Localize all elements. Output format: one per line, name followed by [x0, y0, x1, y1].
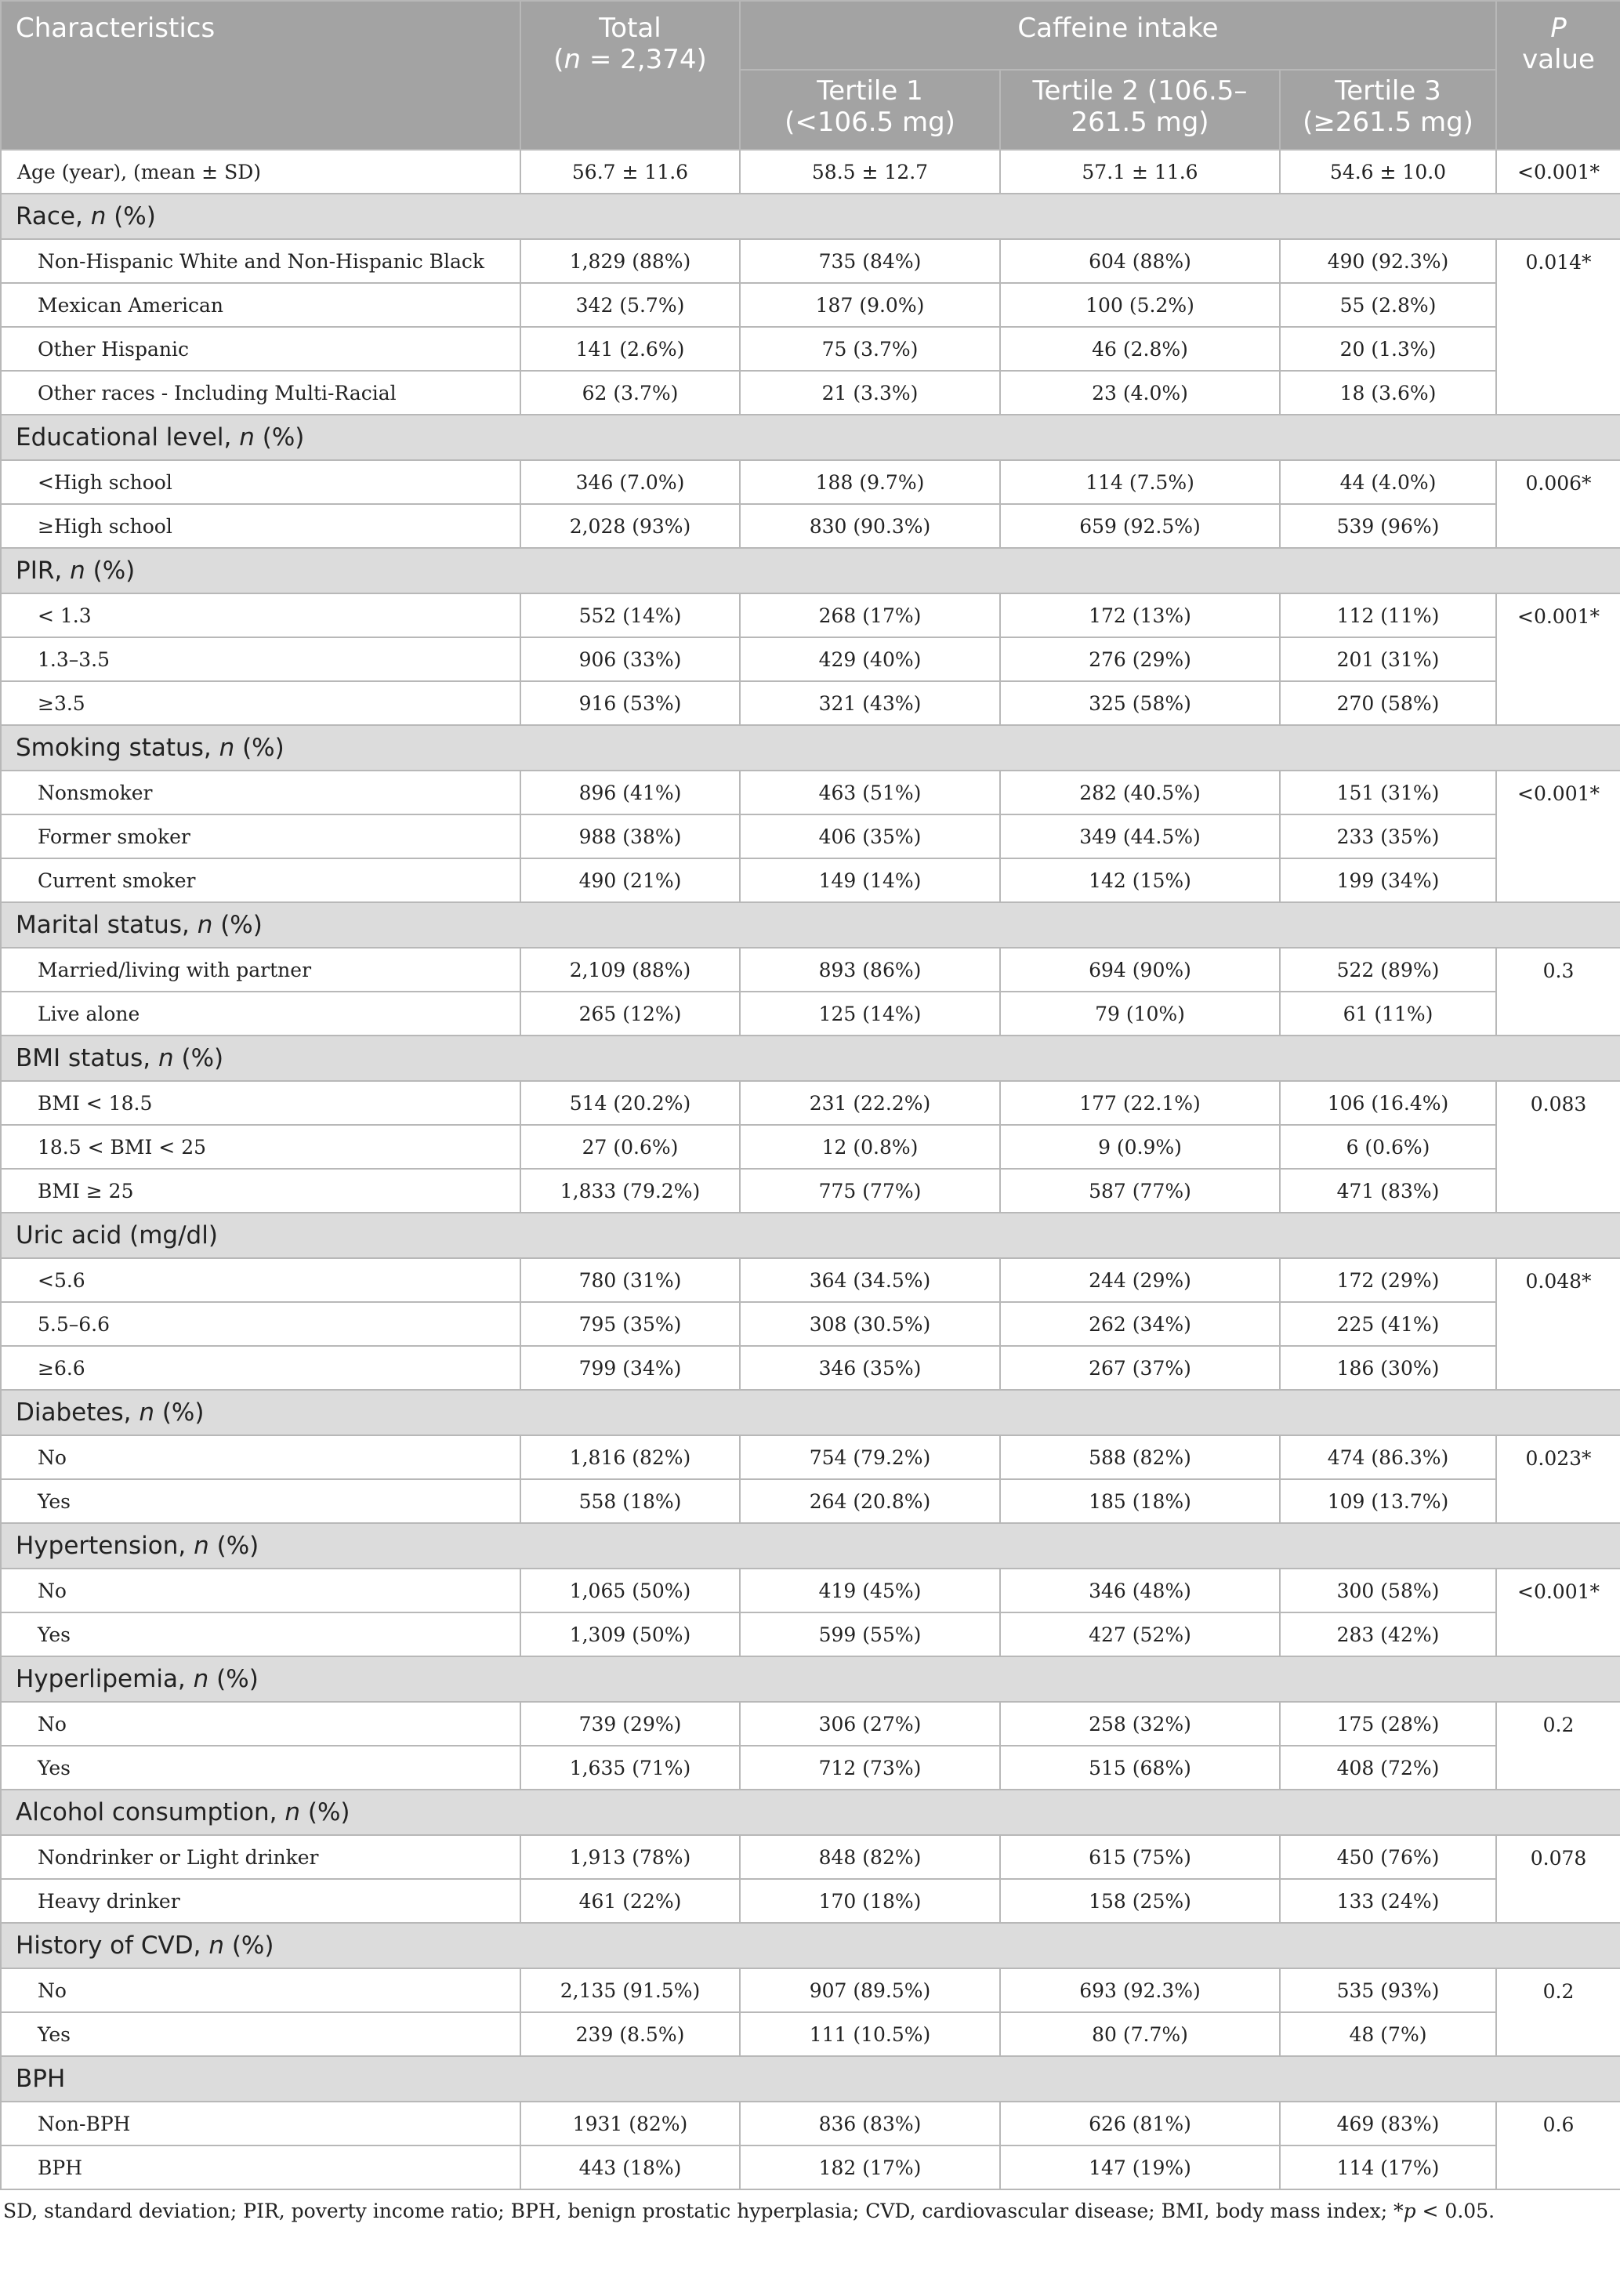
header-total-n: (n = 2,374) [553, 44, 707, 75]
cell-total: 443 (18%) [520, 2145, 740, 2189]
cell-total: 490 (21%) [520, 858, 740, 902]
cell-tertile-2: 693 (92.3%) [1000, 1968, 1280, 2012]
header-characteristics: Characteristics [1, 1, 520, 150]
cell-tertile-3: 199 (34%) [1280, 858, 1496, 902]
cell-total: 265 (12%) [520, 992, 740, 1036]
row-label: ≥High school [1, 504, 520, 548]
row-label: 5.5–6.6 [1, 1302, 520, 1346]
cell-tertile-2: 615 (75%) [1000, 1835, 1280, 1879]
cell-tertile-1: 58.5 ± 12.7 [740, 150, 1000, 194]
section-title: History of CVD, n (%) [1, 1923, 1620, 1968]
table-row [1, 1302, 1620, 1346]
cell-tertile-3: 408 (72%) [1280, 1746, 1496, 1790]
section-title: Educational level, n (%) [1, 415, 1620, 460]
cell-total: 239 (8.5%) [520, 2012, 740, 2056]
cell-tertile-2: 147 (19%) [1000, 2145, 1280, 2189]
cell-total: 1,913 (78%) [520, 1835, 740, 1879]
cell-tertile-1: 125 (14%) [740, 992, 1000, 1036]
cell-total: 2,135 (91.5%) [520, 1968, 740, 2012]
cell-total: 342 (5.7%) [520, 283, 740, 327]
cell-total: 27 (0.6%) [520, 1125, 740, 1169]
cell-p-value: 0.048* [1496, 1258, 1620, 1390]
row-label: Nonsmoker [1, 771, 520, 814]
cell-tertile-1: 188 (9.7%) [740, 460, 1000, 504]
section-header-row [1, 1390, 1620, 1435]
cell-tertile-3: 283 (42%) [1280, 1612, 1496, 1656]
cell-tertile-3: 471 (83%) [1280, 1169, 1496, 1213]
table-row [1, 2145, 1620, 2189]
section-title: BMI status, n (%) [1, 1036, 1620, 1081]
cell-tertile-3: 201 (31%) [1280, 637, 1496, 681]
cell-tertile-3: 225 (41%) [1280, 1302, 1496, 1346]
cell-tertile-2: 57.1 ± 11.6 [1000, 150, 1280, 194]
section-header-row [1, 1656, 1620, 1702]
row-label: Live alone [1, 992, 520, 1036]
row-label: No [1, 1569, 520, 1612]
cell-tertile-1: 306 (27%) [740, 1702, 1000, 1746]
cell-tertile-2: 694 (90%) [1000, 948, 1280, 992]
cell-tertile-3: 172 (29%) [1280, 1258, 1496, 1302]
row-label: Other Hispanic [1, 327, 520, 371]
cell-tertile-1: 111 (10.5%) [740, 2012, 1000, 2056]
row-label: 18.5 < BMI < 25 [1, 1125, 520, 1169]
cell-total: 916 (53%) [520, 681, 740, 725]
header-p: P [1550, 13, 1567, 44]
cell-total: 988 (38%) [520, 814, 740, 858]
cell-total: 461 (22%) [520, 1879, 740, 1923]
cell-tertile-1: 599 (55%) [740, 1612, 1000, 1656]
cell-tertile-3: 48 (7%) [1280, 2012, 1496, 2056]
cell-tertile-3: 535 (93%) [1280, 1968, 1496, 2012]
cell-total: 552 (14%) [520, 593, 740, 637]
cell-tertile-2: 80 (7.7%) [1000, 2012, 1280, 2056]
cell-tertile-3: 186 (30%) [1280, 1346, 1496, 1390]
table-row [1, 992, 1620, 1036]
cell-tertile-3: 54.6 ± 10.0 [1280, 150, 1496, 194]
cell-tertile-3: 44 (4.0%) [1280, 460, 1496, 504]
cell-tertile-1: 848 (82%) [740, 1835, 1000, 1879]
row-label: Non-Hispanic White and Non-Hispanic Black [1, 239, 520, 283]
cell-total: 906 (33%) [520, 637, 740, 681]
table-header [1, 1, 1620, 150]
cell-tertile-1: 830 (90.3%) [740, 504, 1000, 548]
cell-total: 739 (29%) [520, 1702, 740, 1746]
cell-tertile-1: 187 (9.0%) [740, 283, 1000, 327]
table-row [1, 1835, 1620, 1879]
cell-p-value: <0.001* [1496, 771, 1620, 902]
table-row [1, 1479, 1620, 1523]
cell-tertile-2: 100 (5.2%) [1000, 283, 1280, 327]
header-value: value [1522, 44, 1595, 75]
row-label: ≥3.5 [1, 681, 520, 725]
cell-tertile-2: 114 (7.5%) [1000, 460, 1280, 504]
cell-tertile-2: 172 (13%) [1000, 593, 1280, 637]
header-tertile-1: Tertile 1 (<106.5 mg) [740, 70, 1000, 150]
cell-tertile-2: 276 (29%) [1000, 637, 1280, 681]
section-header-row [1, 2056, 1620, 2102]
cell-tertile-1: 75 (3.7%) [740, 327, 1000, 371]
cell-tertile-3: 6 (0.6%) [1280, 1125, 1496, 1169]
row-label: Former smoker [1, 814, 520, 858]
cell-p-value: 0.2 [1496, 1702, 1620, 1790]
header-tertile-2: Tertile 2 (106.5– 261.5 mg) [1000, 70, 1280, 150]
cell-tertile-1: 182 (17%) [740, 2145, 1000, 2189]
cell-total: 346 (7.0%) [520, 460, 740, 504]
table-row [1, 771, 1620, 814]
table-row [1, 593, 1620, 637]
cell-tertile-1: 149 (14%) [740, 858, 1000, 902]
section-header-row [1, 1036, 1620, 1081]
cell-tertile-2: 346 (48%) [1000, 1569, 1280, 1612]
table-row [1, 948, 1620, 992]
cell-tertile-1: 406 (35%) [740, 814, 1000, 858]
table-row [1, 1746, 1620, 1790]
cell-total: 1,309 (50%) [520, 1612, 740, 1656]
section-title: Smoking status, n (%) [1, 725, 1620, 771]
cell-tertile-2: 244 (29%) [1000, 1258, 1280, 1302]
table-row [1, 1258, 1620, 1302]
header-total-label: Total [599, 13, 661, 44]
table-row [1, 1968, 1620, 2012]
header-caffeine-intake: Caffeine intake [740, 1, 1496, 70]
section-header-row [1, 1923, 1620, 1968]
cell-tertile-2: 23 (4.0%) [1000, 371, 1280, 415]
cell-total: 558 (18%) [520, 1479, 740, 1523]
cell-tertile-3: 522 (89%) [1280, 948, 1496, 992]
cell-tertile-3: 469 (83%) [1280, 2102, 1496, 2145]
section-header-row [1, 1213, 1620, 1258]
section-header-row [1, 725, 1620, 771]
table-row [1, 637, 1620, 681]
row-label: < 1.3 [1, 593, 520, 637]
table-row [1, 1346, 1620, 1390]
header-p-value [1496, 1, 1620, 150]
cell-total: 896 (41%) [520, 771, 740, 814]
table-row [1, 858, 1620, 902]
cell-total: 1,635 (71%) [520, 1746, 740, 1790]
cell-tertile-3: 539 (96%) [1280, 504, 1496, 548]
cell-tertile-1: 308 (30.5%) [740, 1302, 1000, 1346]
section-header-row [1, 415, 1620, 460]
row-label: Heavy drinker [1, 1879, 520, 1923]
cell-tertile-2: 79 (10%) [1000, 992, 1280, 1036]
cell-total: 2,028 (93%) [520, 504, 740, 548]
table-row [1, 1702, 1620, 1746]
cell-tertile-1: 463 (51%) [740, 771, 1000, 814]
cell-tertile-1: 712 (73%) [740, 1746, 1000, 1790]
cell-tertile-1: 364 (34.5%) [740, 1258, 1000, 1302]
table-row [1, 239, 1620, 283]
cell-tertile-2: 177 (22.1%) [1000, 1081, 1280, 1125]
table-row [1, 1125, 1620, 1169]
table-row [1, 2012, 1620, 2056]
cell-tertile-3: 133 (24%) [1280, 1879, 1496, 1923]
cell-total: 56.7 ± 11.6 [520, 150, 740, 194]
cell-tertile-2: 158 (25%) [1000, 1879, 1280, 1923]
header-total [520, 1, 740, 150]
row-label: Nondrinker or Light drinker [1, 1835, 520, 1879]
cell-tertile-3: 300 (58%) [1280, 1569, 1496, 1612]
cell-tertile-2: 604 (88%) [1000, 239, 1280, 283]
cell-tertile-1: 264 (20.8%) [740, 1479, 1000, 1523]
section-title: Diabetes, n (%) [1, 1390, 1620, 1435]
row-label: BMI ≥ 25 [1, 1169, 520, 1213]
cell-tertile-2: 427 (52%) [1000, 1612, 1280, 1656]
cell-total: 141 (2.6%) [520, 327, 740, 371]
section-title: Hypertension, n (%) [1, 1523, 1620, 1569]
table-row [1, 1612, 1620, 1656]
cell-tertile-1: 12 (0.8%) [740, 1125, 1000, 1169]
table-row [1, 504, 1620, 548]
table-row-age [1, 150, 1620, 194]
cell-tertile-3: 112 (11%) [1280, 593, 1496, 637]
cell-tertile-2: 262 (34%) [1000, 1302, 1280, 1346]
cell-tertile-3: 106 (16.4%) [1280, 1081, 1496, 1125]
cell-tertile-1: 735 (84%) [740, 239, 1000, 283]
table-row [1, 681, 1620, 725]
row-label: Current smoker [1, 858, 520, 902]
cell-p-value: 0.014* [1496, 239, 1620, 415]
header-tertile-3: Tertile 3 (≥261.5 mg) [1280, 70, 1496, 150]
cell-p-value: <0.001* [1496, 593, 1620, 725]
cell-tertile-2: 185 (18%) [1000, 1479, 1280, 1523]
cell-tertile-2: 46 (2.8%) [1000, 327, 1280, 371]
cell-tertile-1: 170 (18%) [740, 1879, 1000, 1923]
row-label: Age (year), (mean ± SD) [1, 150, 520, 194]
table-row [1, 327, 1620, 371]
table-row [1, 460, 1620, 504]
cell-total: 1,816 (82%) [520, 1435, 740, 1479]
cell-tertile-3: 18 (3.6%) [1280, 371, 1496, 415]
cell-tertile-2: 349 (44.5%) [1000, 814, 1280, 858]
cell-tertile-2: 626 (81%) [1000, 2102, 1280, 2145]
cell-tertile-3: 270 (58%) [1280, 681, 1496, 725]
row-label: Yes [1, 1612, 520, 1656]
row-label: 1.3–3.5 [1, 637, 520, 681]
cell-p-value: 0.6 [1496, 2102, 1620, 2189]
cell-p-value: 0.078 [1496, 1835, 1620, 1923]
section-header-row [1, 1523, 1620, 1569]
cell-tertile-1: 836 (83%) [740, 2102, 1000, 2145]
cell-tertile-1: 268 (17%) [740, 593, 1000, 637]
cell-tertile-2: 282 (40.5%) [1000, 771, 1280, 814]
cell-tertile-3: 233 (35%) [1280, 814, 1496, 858]
cell-tertile-1: 321 (43%) [740, 681, 1000, 725]
table-row [1, 2102, 1620, 2145]
row-label: No [1, 1435, 520, 1479]
cell-p-value: 0.023* [1496, 1435, 1620, 1523]
cell-total: 795 (35%) [520, 1302, 740, 1346]
cell-p-value: 0.083 [1496, 1081, 1620, 1213]
row-label: BPH [1, 2145, 520, 2189]
cell-tertile-3: 151 (31%) [1280, 771, 1496, 814]
cell-tertile-2: 515 (68%) [1000, 1746, 1280, 1790]
cell-total: 1,829 (88%) [520, 239, 740, 283]
cell-tertile-1: 775 (77%) [740, 1169, 1000, 1213]
cell-tertile-1: 346 (35%) [740, 1346, 1000, 1390]
section-title: Hyperlipemia, n (%) [1, 1656, 1620, 1702]
cell-tertile-1: 893 (86%) [740, 948, 1000, 992]
row-label: Other races - Including Multi-Racial [1, 371, 520, 415]
cell-tertile-2: 325 (58%) [1000, 681, 1280, 725]
cell-p-value: 0.2 [1496, 1968, 1620, 2056]
cell-total: 1,065 (50%) [520, 1569, 740, 1612]
cell-tertile-2: 267 (37%) [1000, 1346, 1280, 1390]
table-row [1, 814, 1620, 858]
footnote: SD, standard deviation; PIR, poverty income ratio; BPH, benign prostatic hyperplasia; CVD, cardiovascular disease; BMI, body mass index; *p < 0.05. [3, 2200, 1495, 2222]
cell-tertile-2: 9 (0.9%) [1000, 1125, 1280, 1169]
cell-tertile-2: 258 (32%) [1000, 1702, 1280, 1746]
section-title: BPH [1, 2056, 1620, 2102]
table-row [1, 283, 1620, 327]
cell-p-value: 0.006* [1496, 460, 1620, 548]
row-label: No [1, 1968, 520, 2012]
section-header-row [1, 1790, 1620, 1835]
section-title: Alcohol consumption, n (%) [1, 1790, 1620, 1835]
row-label: Yes [1, 2012, 520, 2056]
cell-tertile-3: 114 (17%) [1280, 2145, 1496, 2189]
cell-tertile-3: 109 (13.7%) [1280, 1479, 1496, 1523]
section-title: Uric acid (mg/dl) [1, 1213, 1620, 1258]
cell-p-value: <0.001* [1496, 150, 1620, 194]
cell-tertile-3: 55 (2.8%) [1280, 283, 1496, 327]
row-label: Mexican American [1, 283, 520, 327]
section-header-row [1, 194, 1620, 239]
table-body [1, 150, 1620, 2189]
cell-tertile-2: 587 (77%) [1000, 1169, 1280, 1213]
cell-total: 2,109 (88%) [520, 948, 740, 992]
row-label: ≥6.6 [1, 1346, 520, 1390]
table-row [1, 1879, 1620, 1923]
row-label: No [1, 1702, 520, 1746]
cell-tertile-3: 61 (11%) [1280, 992, 1496, 1036]
cell-tertile-2: 588 (82%) [1000, 1435, 1280, 1479]
cell-tertile-1: 419 (45%) [740, 1569, 1000, 1612]
row-label: BMI < 18.5 [1, 1081, 520, 1125]
cell-tertile-3: 175 (28%) [1280, 1702, 1496, 1746]
cell-total: 62 (3.7%) [520, 371, 740, 415]
cell-tertile-1: 21 (3.3%) [740, 371, 1000, 415]
cell-tertile-3: 20 (1.3%) [1280, 327, 1496, 371]
row-label: <High school [1, 460, 520, 504]
section-title: PIR, n (%) [1, 548, 1620, 593]
cell-total: 1,833 (79.2%) [520, 1169, 740, 1213]
cell-tertile-1: 231 (22.2%) [740, 1081, 1000, 1125]
cell-tertile-3: 450 (76%) [1280, 1835, 1496, 1879]
cell-total: 514 (20.2%) [520, 1081, 740, 1125]
table-row [1, 1569, 1620, 1612]
cell-tertile-2: 659 (92.5%) [1000, 504, 1280, 548]
cell-total: 780 (31%) [520, 1258, 740, 1302]
section-title: Race, n (%) [1, 194, 1620, 239]
section-header-row [1, 902, 1620, 948]
cell-tertile-3: 474 (86.3%) [1280, 1435, 1496, 1479]
table-row [1, 371, 1620, 415]
row-label: <5.6 [1, 1258, 520, 1302]
cell-tertile-3: 490 (92.3%) [1280, 239, 1496, 283]
cell-tertile-1: 429 (40%) [740, 637, 1000, 681]
row-label: Married/living with partner [1, 948, 520, 992]
section-header-row [1, 548, 1620, 593]
table-row [1, 1435, 1620, 1479]
cell-total: 799 (34%) [520, 1346, 740, 1390]
cell-p-value: <0.001* [1496, 1569, 1620, 1656]
row-label: Yes [1, 1479, 520, 1523]
cell-p-value: 0.3 [1496, 948, 1620, 1036]
section-title: Marital status, n (%) [1, 902, 1620, 948]
table-row [1, 1081, 1620, 1125]
cell-tertile-1: 754 (79.2%) [740, 1435, 1000, 1479]
table-row [1, 1169, 1620, 1213]
cell-tertile-2: 142 (15%) [1000, 858, 1280, 902]
cell-total: 1931 (82%) [520, 2102, 740, 2145]
cell-tertile-1: 907 (89.5%) [740, 1968, 1000, 2012]
row-label: Yes [1, 1746, 520, 1790]
row-label: Non-BPH [1, 2102, 520, 2145]
